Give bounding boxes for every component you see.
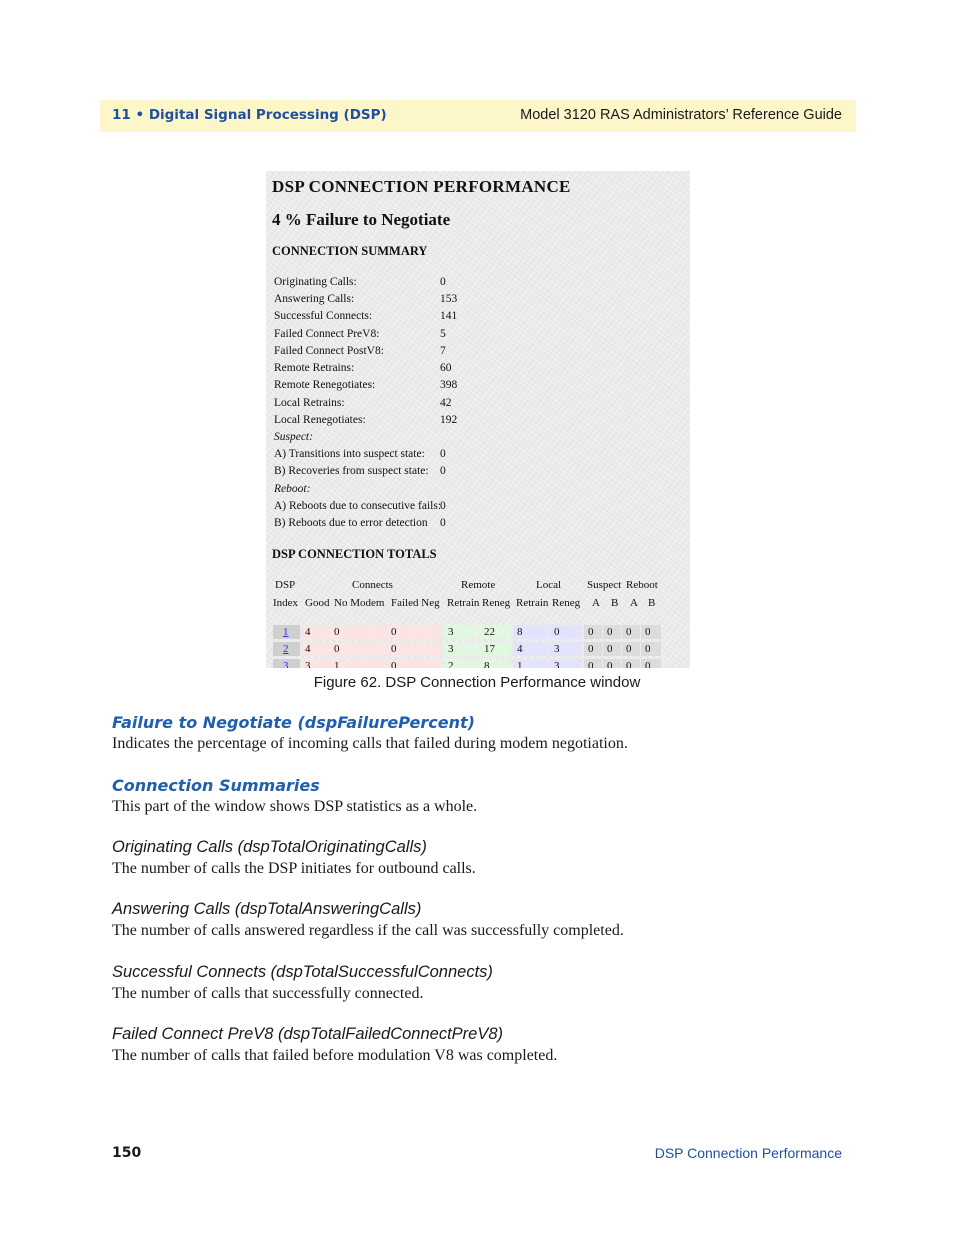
table-cell: 3: [548, 659, 582, 668]
chapter-title: 11 • Digital Signal Processing (DSP): [112, 107, 387, 123]
screenshot-title: DSP CONNECTION PERFORMANCE: [272, 177, 571, 196]
table-cell: 0: [584, 659, 602, 668]
col-group-dsp: DSP: [275, 579, 296, 591]
running-header: [100, 100, 856, 132]
table-cell: 0: [330, 625, 386, 639]
figure-caption: Figure 62. DSP Connection Performance window: [313, 674, 641, 691]
table-cell: 0: [603, 659, 621, 668]
failure-heading: Failure to Negotiate (dspFailurePercent): [112, 713, 475, 732]
col-group-reboot: Reboot: [626, 579, 658, 591]
table-cell: 0: [330, 642, 386, 656]
page-number: 150: [112, 1145, 142, 1161]
prev8-heading: Failed Connect PreV8 (dspTotalFailedConnectPreV8): [112, 1025, 504, 1043]
failure-percent: 4 % Failure to Negotiate: [272, 210, 451, 229]
table-cell: 0: [622, 625, 640, 639]
table-cell: 0: [622, 659, 640, 668]
col-remote-reneg: Reneg: [482, 597, 511, 609]
footer-section: DSP Connection Performance: [654, 1145, 842, 1161]
table-cell: 0: [622, 642, 640, 656]
col-group-connects: Connects: [352, 579, 393, 591]
table-cell: 0: [584, 642, 602, 656]
answering-text: The number of calls answered regardless if the call was successfully completed.: [112, 922, 624, 939]
table-cell: 1: [330, 659, 386, 668]
col-group-local: Local: [536, 579, 562, 591]
table-cell: 0: [641, 659, 661, 668]
col-suspect-b: B: [611, 597, 619, 609]
table-cell: 4: [513, 642, 547, 656]
table-cell: 0: [548, 625, 582, 639]
col-reboot-a: A: [630, 597, 638, 609]
table-cell: 0: [603, 642, 621, 656]
table-cell: 3: [444, 625, 478, 639]
col-group-remote: Remote: [461, 579, 496, 591]
successful-text: The number of calls that successfully connected.: [112, 985, 424, 1002]
prev8-text: The number of calls that failed before modulation V8 was completed.: [112, 1047, 558, 1064]
guide-title: Model 3120 RAS Administrators’ Reference Guide: [520, 107, 842, 123]
table-cell: 22: [479, 625, 511, 639]
table-cell: 3: [301, 659, 329, 668]
originating-heading: Originating Calls (dspTotalOriginatingCalls): [112, 838, 427, 856]
table-cell: 0: [387, 659, 442, 668]
table-cell: 4: [301, 642, 329, 656]
table-cell: 0: [641, 625, 661, 639]
failure-text: Indicates the percentage of incoming calls that failed during modem negotiation.: [112, 735, 628, 752]
summary-heading: CONNECTION SUMMARY: [272, 244, 428, 258]
answering-heading: Answering Calls (dspTotalAnsweringCalls): [112, 900, 422, 918]
col-local-reneg: Reneg: [552, 597, 581, 609]
table-cell: 17: [479, 642, 511, 656]
table-cell: 0: [641, 642, 661, 656]
col-good: Good: [305, 597, 330, 609]
table-cell: 8: [513, 625, 547, 639]
table-cell: 0: [387, 642, 442, 656]
dsp-index-link[interactable]: 1: [273, 625, 300, 639]
col-local-retrain: Retrain: [516, 597, 549, 609]
table-cell: 2: [444, 659, 478, 668]
col-group-suspect: Suspect: [587, 579, 622, 591]
table-cell: 0: [603, 625, 621, 639]
table-cell: 3: [444, 642, 478, 656]
table-cell: 1: [513, 659, 547, 668]
dsp-index-link[interactable]: 3: [273, 659, 300, 668]
col-reboot-b: B: [648, 597, 656, 609]
dsp-performance-screenshot: DSP CONNECTION PERFORMANCE 4 % Failure to Negotiate CONNECTION SUMMARY Originating Calls: 0 Answering Calls: 153 Successful Connects: 141 Failed Connect PreV8: 5 Failed Connect PostV8: 7 Remote Retrains: 60 Remote Renegotiates: 398 Local Retrains: 42 Local Renegotiates: 192 Suspect: A) Transitions into suspect state: 0 B) Recoveries from suspect state: 0 Reboot: A) Reboots due to consecutive fails: 0 B) Reboots due to error detection 0 DSP CONNECTION TOTALS DSP Connects Remote Local Suspect Reboot Index Good No Modem Failed Neg Retrain Reneg Retrain Reneg A B A B 1 4 0 0 3 22 8 0 0 0 0 0 2 4 0 0 3 17 4 3 0 0 0 0 3 3 1 0 2 8 1 3 0 0 0 0: [266, 171, 690, 668]
col-suspect-a: A: [592, 597, 600, 609]
originating-text: The number of calls the DSP initiates for outbound calls.: [112, 860, 476, 877]
table-cell: 3: [548, 642, 582, 656]
summaries-heading: Connection Summaries: [112, 776, 320, 795]
summaries-text: This part of the window shows DSP statistics as a whole.: [112, 798, 478, 815]
col-index: Index: [273, 597, 299, 609]
table-cell: 0: [584, 625, 602, 639]
col-failed-neg: Failed Neg: [391, 597, 440, 609]
dsp-index-link[interactable]: 2: [273, 642, 300, 656]
successful-heading: Successful Connects (dspTotalSuccessfulConnects): [112, 963, 493, 981]
totals-heading: DSP CONNECTION TOTALS: [272, 547, 437, 561]
col-no-modem: No Modem: [334, 597, 385, 609]
col-remote-retrain: Retrain: [447, 597, 480, 609]
table-cell: 4: [301, 625, 329, 639]
table-cell: 8: [479, 659, 511, 668]
table-cell: 0: [387, 625, 442, 639]
